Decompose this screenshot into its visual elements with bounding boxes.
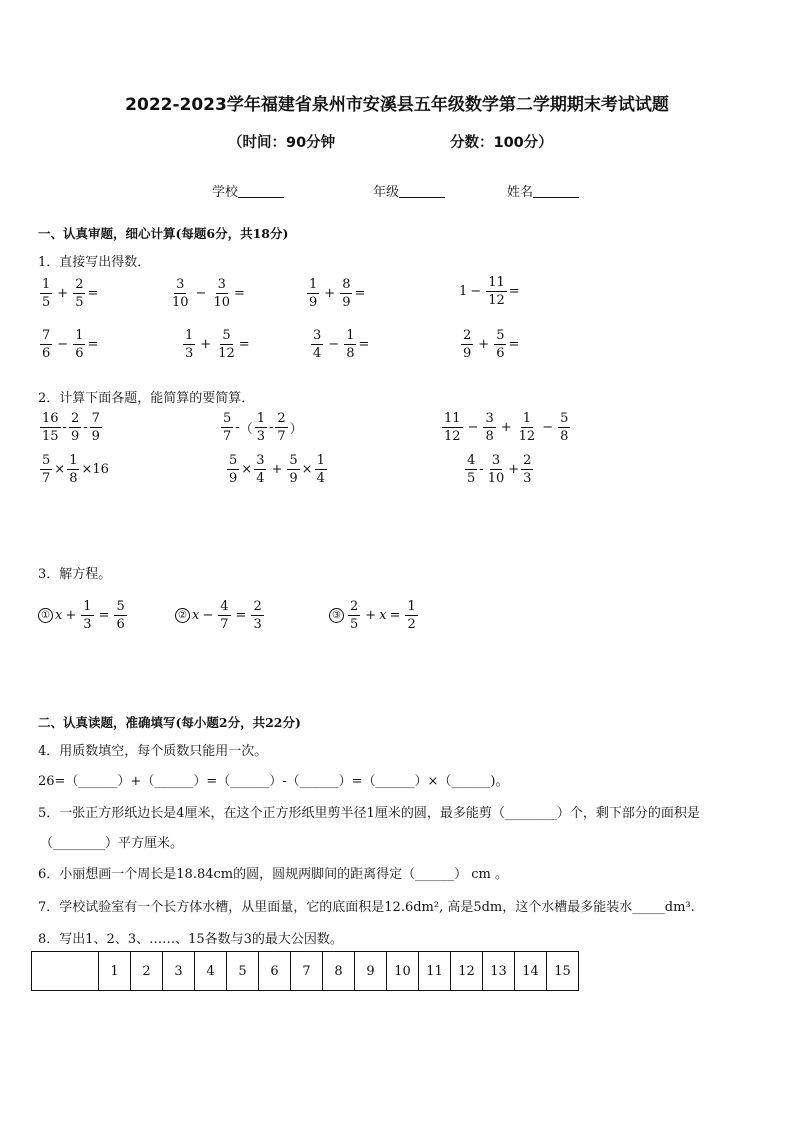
question-1: 1．直接写出得数． [38,255,151,270]
question-4-equation: 26=（______）+（______）=（______）-（______）=（______）×（______)。 [38,774,509,789]
q2-expr-5: $\frac{5}{9}$ × $\frac{3}{4}$ + $\frac{5}{9}$ × $\frac{1}{4}$ [229,453,325,486]
q1-expr-8: $\frac{2}{9}$ + $\frac{5}{6}$ = [463,328,520,361]
grade-blank[interactable] [399,184,445,198]
q1-expr-6: $\frac{1}{3}$ + $\frac{5}{12}$ = [185,328,250,361]
grade-field [373,181,445,200]
table-cell: 4 [195,952,227,991]
table-cell: 2 [131,952,163,991]
name-field [507,181,579,200]
table-cell: 9 [355,952,387,991]
q2-expr-1: $\frac{16}{15}$ - $\frac{2}{9}$ - $\frac{7}{9}$ [42,411,100,444]
section1-heading: 一、认真审题，细心计算(每题6分，共18分) [38,226,289,241]
table-cell: 10 [387,952,419,991]
question-2: 2．计算下面各题，能简算的要简算． [38,391,255,406]
q1-expr-4: 1 − $\frac{11}{12}$ = [459,275,520,308]
q1-expr-2: $\frac{3}{10}$ − $\frac{3}{10}$ = [172,277,245,310]
q3-equation-3: ③ $\frac{2}{5}$ + x = $\frac{1}{2}$ [329,600,420,631]
question-6: 6．小丽想画一个周长是18.84cm的圆，圆规两脚间的距离得定（______） cm 。 [38,867,508,882]
q2-expr-2: $\frac{5}{7}$ - （ $\frac{1}{3}$ - $\frac{2}{7}$ ） [223,411,303,444]
q2-expr-3: $\frac{11}{12}$ − $\frac{3}{8}$ + $\frac{1}{12}$ − $\frac{5}{8}$ [444,411,569,444]
section2-heading: 二、认真读题，准确填写(每小题2分，共22分) [38,715,301,730]
exam-score: 分数：100分） [450,135,553,151]
page-title: 2022-2023学年福建省泉州市安溪县五年级数学第二学期期末考试试题 [125,95,669,115]
grade-label: 年级 [373,185,400,200]
name-blank[interactable] [533,184,579,198]
q3-equation-1: ① x + $\frac{1}{3}$ = $\frac{5}{6}$ [38,600,129,631]
table-cell[interactable] [32,952,99,991]
exam-time: （时间：90分钟 [228,135,336,151]
question-5-continued: （________）平方厘米。 [40,836,184,851]
q1-expr-1: $\frac{1}{5}$ + $\frac{2}{5}$ = [42,277,99,310]
q1-expr-3: $\frac{1}{9}$ + $\frac{8}{9}$ = [309,277,366,310]
table-cell: 5 [227,952,259,991]
name-label: 姓名 [507,185,534,200]
table-cell: 15 [547,952,579,991]
table-cell: 13 [483,952,515,991]
table-cell: 6 [259,952,291,991]
q1-expr-5: $\frac{7}{6}$ − $\frac{1}{6}$ = [42,328,99,361]
table-row [32,952,579,991]
school-field [212,181,284,200]
table-cell: 14 [515,952,547,991]
q2-expr-4: $\frac{5}{7}$ × $\frac{1}{8}$ ×16 [42,453,109,486]
table-cell: 12 [451,952,483,991]
q2-expr-6: $\frac{4}{5}$ - $\frac{3}{10}$ + $\frac{2}{3}$ [467,453,532,486]
question-7: 7．学校试验室有一个长方体水槽，从里面量，它的底面积是12.6dm², 高是5dm，这个水槽最多能装水_____dm³. [38,900,695,915]
question-4: 4．用质数填空，每个质数只能用一次。 [38,744,268,759]
table-cell: 3 [163,952,195,991]
question-3: 3．解方程。 [38,567,112,582]
school-label: 学校 [212,185,239,200]
school-blank[interactable] [238,184,284,198]
table-cell: 7 [291,952,323,991]
q1-expr-7: $\frac{3}{4}$ − $\frac{1}{8}$ = [313,328,370,361]
question-8: 8．写出1、2、3、……、15各数与3的最大公因数。 [38,932,343,947]
question-5: 5．一张正方形纸边长是4厘米，在这个正方形纸里剪半径1厘米的圆，最多能剪（________）个，剩下部分的面积是 [38,806,700,821]
gcd-table [31,951,579,991]
table-cell: 8 [323,952,355,991]
q3-equation-2: ② x − $\frac{4}{7}$ = $\frac{2}{3}$ [175,600,266,631]
table-cell: 11 [419,952,451,991]
table-cell: 1 [99,952,131,991]
